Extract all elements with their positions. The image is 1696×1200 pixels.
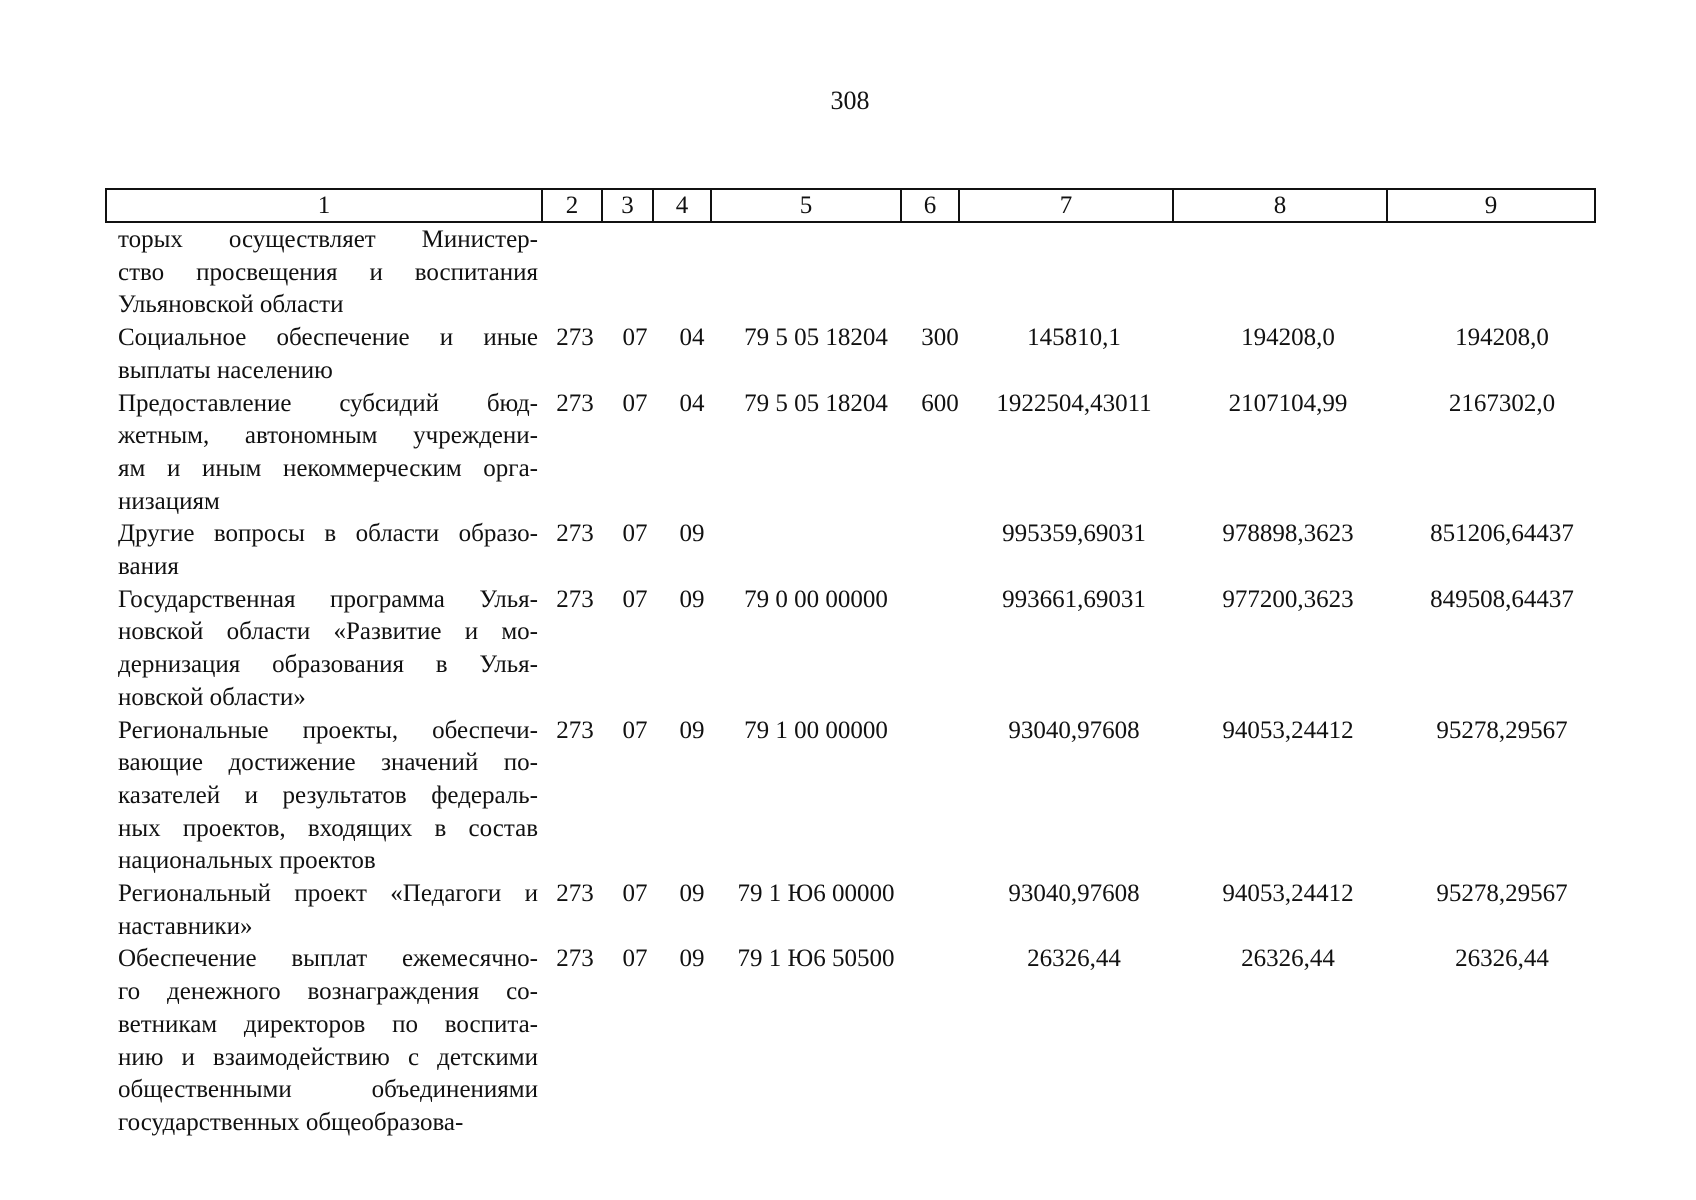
cell-column-9: 95278,29567 — [1436, 716, 1568, 744]
cell-column-8: 94053,24412 — [1222, 716, 1354, 744]
description-line: Региональный проект «Педагоги и — [118, 880, 538, 908]
column-header: 2 — [542, 189, 602, 222]
cell-column-4: 09 — [679, 520, 705, 548]
description-line: го денежного вознаграждения со- — [118, 978, 538, 1006]
description-line: жетным, автономным учреждени- — [118, 422, 538, 450]
cell-column-8: 194208,0 — [1241, 324, 1335, 352]
page-number: 308 — [830, 86, 870, 115]
cell-column-2: 273 — [556, 389, 594, 417]
row-description — [118, 322, 538, 387]
cell-column-5: 79 1 Ю6 00000 — [737, 880, 895, 908]
description-line: наставники» — [118, 912, 253, 940]
cell-column-3: 07 — [622, 324, 648, 352]
cell-column-2: 273 — [556, 324, 594, 352]
cell-column-4: 09 — [679, 880, 705, 908]
row-description — [118, 224, 538, 322]
description-line: национальных проектов — [118, 847, 376, 875]
description-line: ных проектов, входящих в состав — [118, 814, 538, 842]
description-line: Государственная программа Улья- — [118, 585, 538, 613]
description-line: Обеспечение выплат ежемесячно- — [118, 945, 538, 973]
table-row — [105, 878, 1568, 943]
description-line: вающие достижение значений по- — [118, 749, 538, 777]
cell-column-4: 09 — [679, 716, 705, 744]
description-line: нию и взаимодействию с детскими — [118, 1043, 538, 1071]
cell-column-6: 600 — [921, 389, 959, 417]
cell-column-6: 300 — [921, 324, 959, 352]
description-line: торых осуществляет Министер- — [118, 226, 538, 253]
cell-column-8: 977200,3623 — [1222, 585, 1354, 613]
description-line: Ульяновской области — [118, 291, 344, 319]
cell-column-2: 273 — [556, 945, 594, 973]
description-line: низациям — [118, 487, 220, 515]
column-header: 5 — [711, 189, 901, 222]
cell-column-7: 1922504,43011 — [996, 389, 1152, 417]
column-header: 4 — [653, 189, 711, 222]
row-description — [118, 878, 538, 943]
cell-column-4: 04 — [679, 324, 705, 352]
cell-column-3: 07 — [622, 520, 648, 548]
budget-table-body — [105, 224, 1574, 1140]
cell-column-7: 145810,1 — [1027, 324, 1121, 352]
row-description — [118, 518, 538, 583]
cell-column-8: 26326,44 — [1241, 945, 1335, 973]
row-description — [118, 388, 538, 519]
description-line: вания — [118, 553, 179, 581]
description-line: ство просвещения и воспитания — [118, 258, 538, 286]
cell-column-4: 04 — [679, 389, 705, 417]
column-header: 8 — [1173, 189, 1387, 222]
cell-column-8: 94053,24412 — [1222, 880, 1354, 908]
description-line: выплаты населению — [118, 356, 333, 384]
cell-column-5: 79 1 00 00000 — [744, 716, 888, 744]
description-line: ям и иным некоммерческим орга- — [118, 454, 538, 482]
cell-column-5: 79 5 05 18204 — [744, 389, 888, 417]
description-line: ветникам директоров по воспита- — [118, 1010, 538, 1038]
column-header-row — [106, 189, 1595, 222]
cell-column-9: 2167302,0 — [1448, 389, 1556, 417]
cell-column-2: 273 — [556, 716, 594, 744]
description-line: казателей и результатов федераль- — [118, 781, 538, 809]
column-header: 3 — [602, 189, 653, 222]
table-row — [105, 943, 1549, 1139]
description-line: Другие вопросы в области образо- — [118, 520, 538, 548]
cell-column-4: 09 — [679, 585, 705, 613]
column-header: 7 — [959, 189, 1173, 222]
cell-column-2: 273 — [556, 520, 594, 548]
cell-column-3: 07 — [622, 585, 648, 613]
column-header: 6 — [901, 189, 959, 222]
cell-column-3: 07 — [622, 880, 648, 908]
cell-column-5: 79 5 05 18204 — [744, 324, 888, 352]
cell-column-5: 79 0 00 00000 — [744, 585, 888, 613]
column-header: 9 — [1387, 189, 1595, 222]
column-header: 1 — [106, 189, 542, 222]
description-line: общественными объединениями — [118, 1076, 538, 1104]
cell-column-4: 09 — [679, 945, 705, 973]
description-line: государственных общеобразова- — [118, 1108, 464, 1136]
cell-column-7: 93040,97608 — [1008, 880, 1140, 908]
row-description — [118, 715, 538, 879]
cell-column-7: 993661,69031 — [1002, 585, 1146, 613]
cell-column-3: 07 — [622, 389, 648, 417]
cell-column-2: 273 — [556, 585, 594, 613]
description-line: Социальное обеспечение и иные — [118, 324, 538, 352]
cell-column-7: 995359,69031 — [1002, 520, 1146, 548]
cell-column-9: 26326,44 — [1455, 945, 1549, 973]
cell-column-5: 79 1 Ю6 50500 — [737, 945, 895, 973]
table-row — [105, 715, 1568, 879]
description-line: Региональные проекты, обеспечи- — [118, 716, 538, 744]
table-row — [105, 584, 1574, 715]
cell-column-8: 2107104,99 — [1228, 389, 1348, 417]
cell-column-9: 95278,29567 — [1436, 880, 1568, 908]
row-description — [118, 584, 538, 715]
cell-column-3: 07 — [622, 716, 648, 744]
column-header-table — [105, 188, 1596, 223]
description-line: новской области «Развитие и мо- — [118, 618, 538, 646]
cell-column-7: 26326,44 — [1027, 945, 1121, 973]
cell-column-2: 273 — [556, 880, 594, 908]
table-row — [105, 518, 1574, 583]
description-line: новской области» — [118, 683, 306, 711]
description-line: Предоставление субсидий бюд- — [118, 389, 538, 417]
table-row — [105, 388, 1556, 519]
row-description — [118, 943, 538, 1139]
table-row — [105, 322, 1549, 387]
cell-column-9: 849508,64437 — [1430, 585, 1574, 613]
description-line: дернизация образования в Улья- — [118, 651, 538, 679]
cell-column-7: 93040,97608 — [1008, 716, 1140, 744]
cell-column-9: 851206,64437 — [1430, 520, 1574, 548]
cell-column-9: 194208,0 — [1455, 324, 1549, 352]
table-row — [105, 224, 538, 322]
cell-column-3: 07 — [622, 945, 648, 973]
cell-column-8: 978898,3623 — [1222, 520, 1354, 548]
